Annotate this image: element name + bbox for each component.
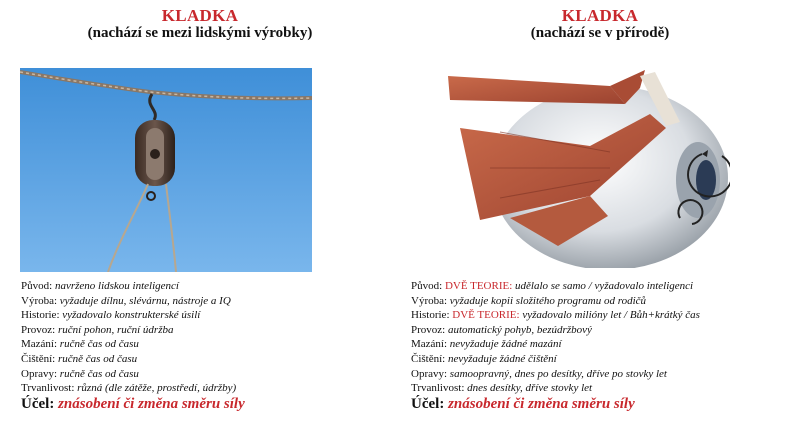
fact-item-production: Výroba: vyžaduje kopii složitého programu od rodičů — [411, 294, 647, 307]
natural-pulley-column — [400, 0, 800, 422]
purpose-value: znásobení či změna směru síly — [58, 396, 245, 412]
purpose-label: Účel: — [411, 396, 445, 412]
fact-item-lubrication: Mazání: nevyžaduje žádné mazání — [411, 338, 562, 351]
left-title: KLADKA — [161, 6, 239, 25]
fact-item-durability: Trvanlivost: dnes desítky, dříve stovky let — [411, 382, 593, 395]
pulley-photo-graphic — [20, 68, 312, 272]
pulley-photo — [20, 68, 312, 272]
fact-item-origin: Původ: navrženo lidskou inteligencí — [21, 280, 179, 292]
eye-muscle-graphic — [440, 68, 730, 268]
purpose-label: Účel: — [21, 396, 55, 412]
purpose-value: znásobení či změna směru síly — [448, 396, 635, 412]
fact-item-cleaning: Čištění: ručně čas od času — [21, 352, 138, 365]
fact-item-operation: Provoz: automatický pohyb, bezúdržbový — [411, 323, 592, 336]
fact-item-history: Historie: DVĚ TEORIE: vyžadovalo milióny let / Bůh+krátký čas — [411, 309, 700, 322]
fact-item-lubrication: Mazání: ručně čas od času — [21, 338, 139, 351]
right-purpose — [411, 396, 635, 413]
fact-item-history: Historie: vyžadovalo konstrukterské úsilí — [21, 309, 201, 322]
right-facts-list — [411, 279, 796, 396]
fact-item-origin: Původ: DVĚ TEORIE: udělalo se samo / vyžadovalo inteligenci — [411, 280, 694, 292]
left-facts-list — [21, 279, 393, 396]
eye-muscle-illustration — [440, 68, 730, 268]
fact-item-cleaning: Čištění: nevyžaduje žádné čištění — [411, 352, 557, 365]
fact-item-repairs: Opravy: samoopravný, dnes po desítky, dříve po stovky let — [411, 367, 667, 380]
fact-item-durability: Trvanlivost: různá (dle zátěže, prostředí, údržby) — [21, 382, 237, 395]
right-title: KLADKA — [561, 6, 639, 25]
right-subtitle: (nachází se v přírodě) — [530, 25, 670, 41]
fact-item-production: Výroba: vyžaduje dílnu, slévárnu, nástroje a IQ — [21, 294, 231, 307]
left-subtitle: (nachází se mezi lidskými výrobky) — [87, 25, 313, 41]
fact-item-repairs: Opravy: ručně čas od času — [21, 367, 139, 380]
left-purpose — [21, 396, 245, 413]
fact-item-operation: Provoz: ruční pohon, ruční údržba — [21, 323, 174, 336]
